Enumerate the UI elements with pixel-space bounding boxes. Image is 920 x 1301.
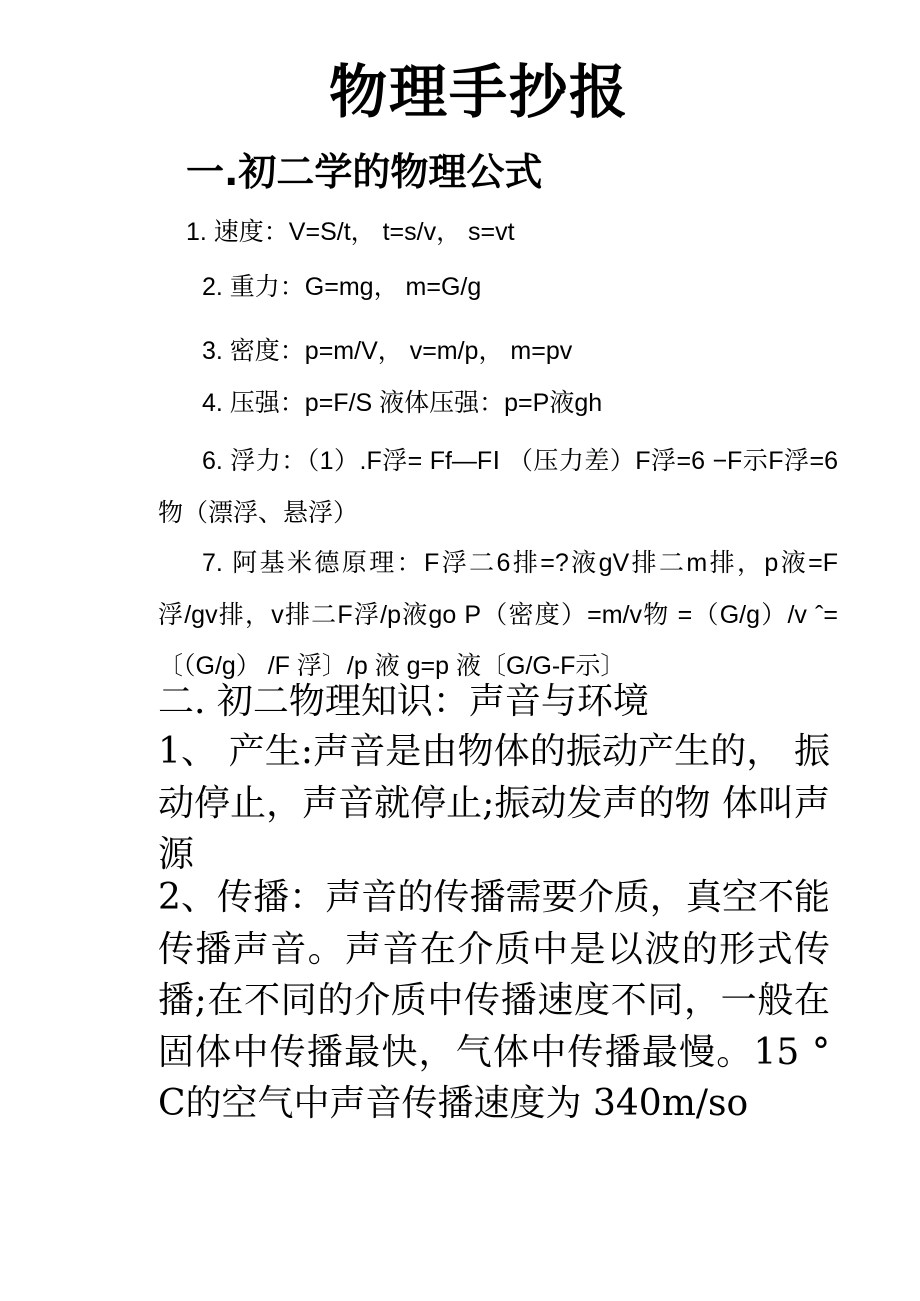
section-heading-formulas: 一.初二学的物理公式	[186, 150, 543, 194]
sound-propagation-paragraph: 2、传播：声音的传播需要介质，真空不能传播声音。声音在介质中是以波的形式传播;在不同的介质中传播速度不同，一般在固体中传播最快，气体中传播最慢。15 ° C的空气中声音传播速度为 340m/so	[158, 877, 830, 1124]
formula-speed: 1. 速度：V=S/t， t=s/v， s=vt	[186, 218, 515, 246]
page-title: 物理手抄报	[328, 58, 629, 126]
section-heading-sound: 二. 初二物理知识：声音与环境	[158, 681, 649, 722]
sound-production-paragraph: 1、 产生:声音是由物体的振动产生的， 振动停止，声音就停止;振动发声的物 体叫声源	[158, 731, 830, 875]
formula-gravity: 2. 重力：G=mg， m=G/g	[202, 273, 482, 301]
formula-buoyancy: 6. 浮力：（1）.F浮= Ff—FⅠ （压力差）F浮=6 −F示F浮=6物（漂浮、悬浮）	[158, 447, 838, 527]
formula-pressure: 4. 压强：p=F/S 液体压强：p=P液gh	[202, 389, 603, 417]
formula-archimedes: 7. 阿基米德原理：F浮二6排=?液gV排二m排，p液=F浮/gv排，v排二F浮/p液go P（密度）=m/v物 =（G/g）/v ˆ=〔（G/g） /F 浮〕/p 液 g=p 液〔G/G-F示〕	[158, 549, 838, 680]
formula-density: 3. 密度：p=m/V， v=m/p， m=pv	[202, 337, 573, 365]
